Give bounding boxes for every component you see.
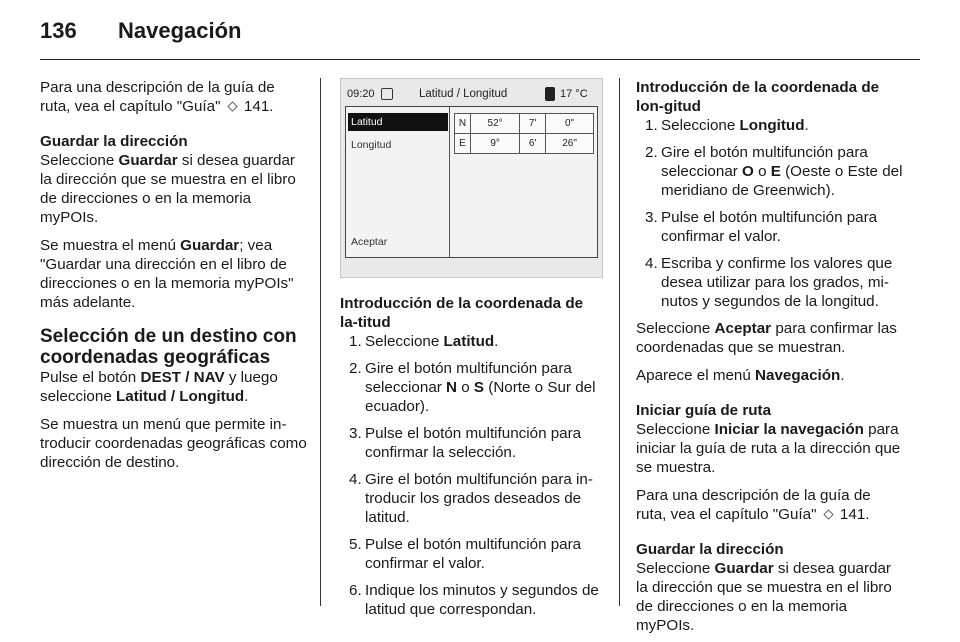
subheading-longitude: Introducción de la coordenada de lon-gitud [636,79,880,115]
screen-content [345,106,598,258]
subheading-save-address: Guardar la dirección [40,133,188,150]
table-row: N 52° 7' 0" [455,114,594,134]
list-item: 1. Seleccione Longitud. [645,117,809,134]
subheading-save-address: Guardar la dirección [636,541,784,558]
list-item: 5. Pulse el botón multifunción para confirmar el valor. [349,536,582,572]
page-reference-icon [227,101,237,111]
paragraph: Pulse el botón DEST / NAV y luego seleccione Latitud / Longitud. [40,369,278,405]
clock-icon [381,88,393,100]
paragraph: Para una descripción de la guía de ruta, vea el capítulo "Guía" 141. [40,79,275,115]
subheading-latitude: Introducción de la coordenada de la-titud [340,295,584,331]
column-3 [636,78,904,642]
paragraph: Se muestra el menú Guardar; vea "Guardar una dirección en el libro de direcciones o en la memoria myPOIs" más adelante. [40,237,294,311]
latitude-steps [340,332,603,619]
paragraph: Aparece el menú Navegación. [636,367,845,384]
paragraph: Seleccione Guardar si desea guardar la dirección que se muestra en el libro de direcciones o en la memoria myPOIs. [40,152,296,226]
paragraph: Se muestra un menú que permite in-troducir coordenadas geográficas como dirección de destino. [40,416,307,471]
screen-temperature: 17 °C [560,88,588,100]
column-divider [619,78,620,606]
screen-menu-item-latitud: Latitud [348,113,448,131]
list-item: 2. Gire el botón multifunción para seleccionar O o E (Oeste o Este del meridiano de Greenwich). [645,144,903,199]
list-item: 3. Pulse el botón multifunción para confirmar el valor. [645,209,878,245]
list-item: 4. Escriba y confirme los valores que desea utilizar para los grados, mi-nutos y segundos de la longitud. [645,255,893,310]
screen-menu-item-longitud: Longitud [351,139,392,151]
page-header [40,18,920,60]
longitude-steps [636,116,904,311]
paragraph: Seleccione Guardar si desea guardar la dirección que se muestra en el libro de direcciones o en la memoria myPOIs. [636,560,892,634]
list-item: 1. Seleccione Latitud. [349,333,499,350]
screen-menu [346,107,450,257]
list-item: 3. Pulse el botón multifunción para confirmar la selección. [349,425,582,461]
column-1 [40,78,308,481]
screen-title: Latitud / Longitud [419,88,508,100]
screen-illustration [340,78,603,278]
screen-time: 09:20 [347,88,375,100]
section-heading: Selección de un destino con coordenadas geográficas [40,326,297,368]
page-number: 136 [40,18,77,43]
thermometer-icon [545,87,555,101]
column-2 [340,78,603,627]
list-item: 6. Indique los minutos y segundos de latitud que correspondan. [349,582,599,618]
screen-menu-item-aceptar: Aceptar [351,236,388,248]
screen-status-bar [347,85,596,103]
column-divider [320,78,321,606]
paragraph: Para una descripción de la guía de ruta, vea el capítulo "Guía" 141. [636,487,871,523]
subheading-start-guidance: Iniciar guía de ruta [636,402,772,419]
coordinate-table [454,113,594,154]
list-item: 4. Gire el botón multifunción para in-troducir los grados deseados de latitud. [349,471,593,526]
page-reference-icon [823,509,833,519]
paragraph: Seleccione Aceptar para confirmar las coordenadas que se muestran. [636,320,897,356]
paragraph: Seleccione Iniciar la navegación para iniciar la guía de ruta a la dirección que se muestra. [636,421,901,476]
list-item: 2. Gire el botón multifunción para seleccionar N o S (Norte o Sur del ecuador). [349,360,596,415]
page-title: Navegación [118,18,242,43]
table-row: E 9° 6' 26" [455,134,594,154]
